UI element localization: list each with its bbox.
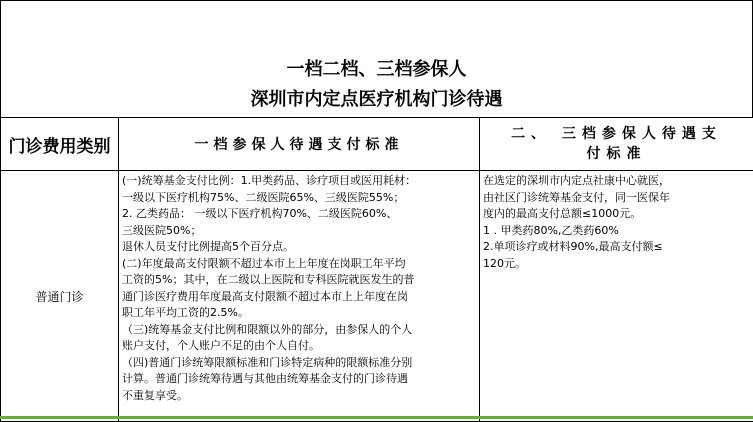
- tier1-line: 账户支付，个人账户不足的由个人自付。: [122, 338, 476, 355]
- title-line-2: 深圳市内定点医疗机构门诊待遇: [1, 85, 752, 111]
- tier1-line: 职工年平均工资的2.5%。: [122, 305, 476, 322]
- tier1-line: (一)统筹基金支付比例：1.甲类药品、诊疗项目或医用耗材：: [122, 173, 476, 190]
- tier1-line: 2. 乙类药品： 一级以下医疗机构70%、二级医院60%、: [122, 206, 476, 223]
- tier23-line: 1 . 甲类药80%,乙类药60%: [483, 223, 750, 240]
- tier23-line: 由社区门诊统筹基金支付，同一医保年: [483, 190, 750, 207]
- tier23-cell: [480, 171, 753, 422]
- benefits-table: [0, 117, 753, 422]
- tier1-line: 工资的5%；其中，在二级以上医院和专科医院就医发生的普: [122, 272, 476, 289]
- tier1-line: 三级医院50%；: [122, 223, 476, 240]
- tier1-line: （三)统筹基金支付比例和限额以外的部分，由参保人的个人: [122, 322, 476, 339]
- header-tier23-line-1: 二、 三档参保人待遇支: [486, 124, 747, 144]
- header-tier1: 一档参保人待遇支付标准: [119, 118, 480, 171]
- header-tier23-line-2: 付标准: [486, 144, 747, 164]
- tier1-line: （四)普通门诊统筹限额标准和门诊特定病种的限额标准分别: [122, 355, 476, 372]
- header-row: [1, 118, 753, 171]
- title-block: [0, 0, 753, 118]
- tier1-cell: [119, 171, 480, 422]
- header-category: 门诊费用类别: [1, 118, 119, 171]
- table-row: [1, 171, 753, 422]
- tier23-line: 度内的最高支付总额≤1000元。: [483, 206, 750, 223]
- title-line-1: 一档二档、三档参保人: [1, 55, 752, 81]
- tier1-line: (二)年度最高支付限额不超过本市上上年度在岗职工年平均: [122, 256, 476, 273]
- tier1-line: 不重复享受。: [122, 388, 476, 405]
- tier1-line: 退休人员支付比例提高5个百分点。: [122, 239, 476, 256]
- tier23-line: 2.单项诊疗或材料90%,最高支付额≤: [483, 239, 750, 256]
- tier23-line: 120元。: [483, 256, 750, 273]
- category-cell: 普通门诊: [1, 171, 119, 422]
- tier1-line: 通门诊医疗费用年度最高支付限额不超过本市上上年度在岗: [122, 289, 476, 306]
- tier1-line: 计算。普通门诊统筹待遇与其他由统筹基金支付的门诊待遇: [122, 371, 476, 388]
- header-tier23: [480, 118, 753, 171]
- tier23-line: 在选定的深圳市内定点社康中心就医，: [483, 173, 750, 190]
- tier1-line: 一级以下医疗机构75%、二级医院65%、三级医院55%；: [122, 190, 476, 207]
